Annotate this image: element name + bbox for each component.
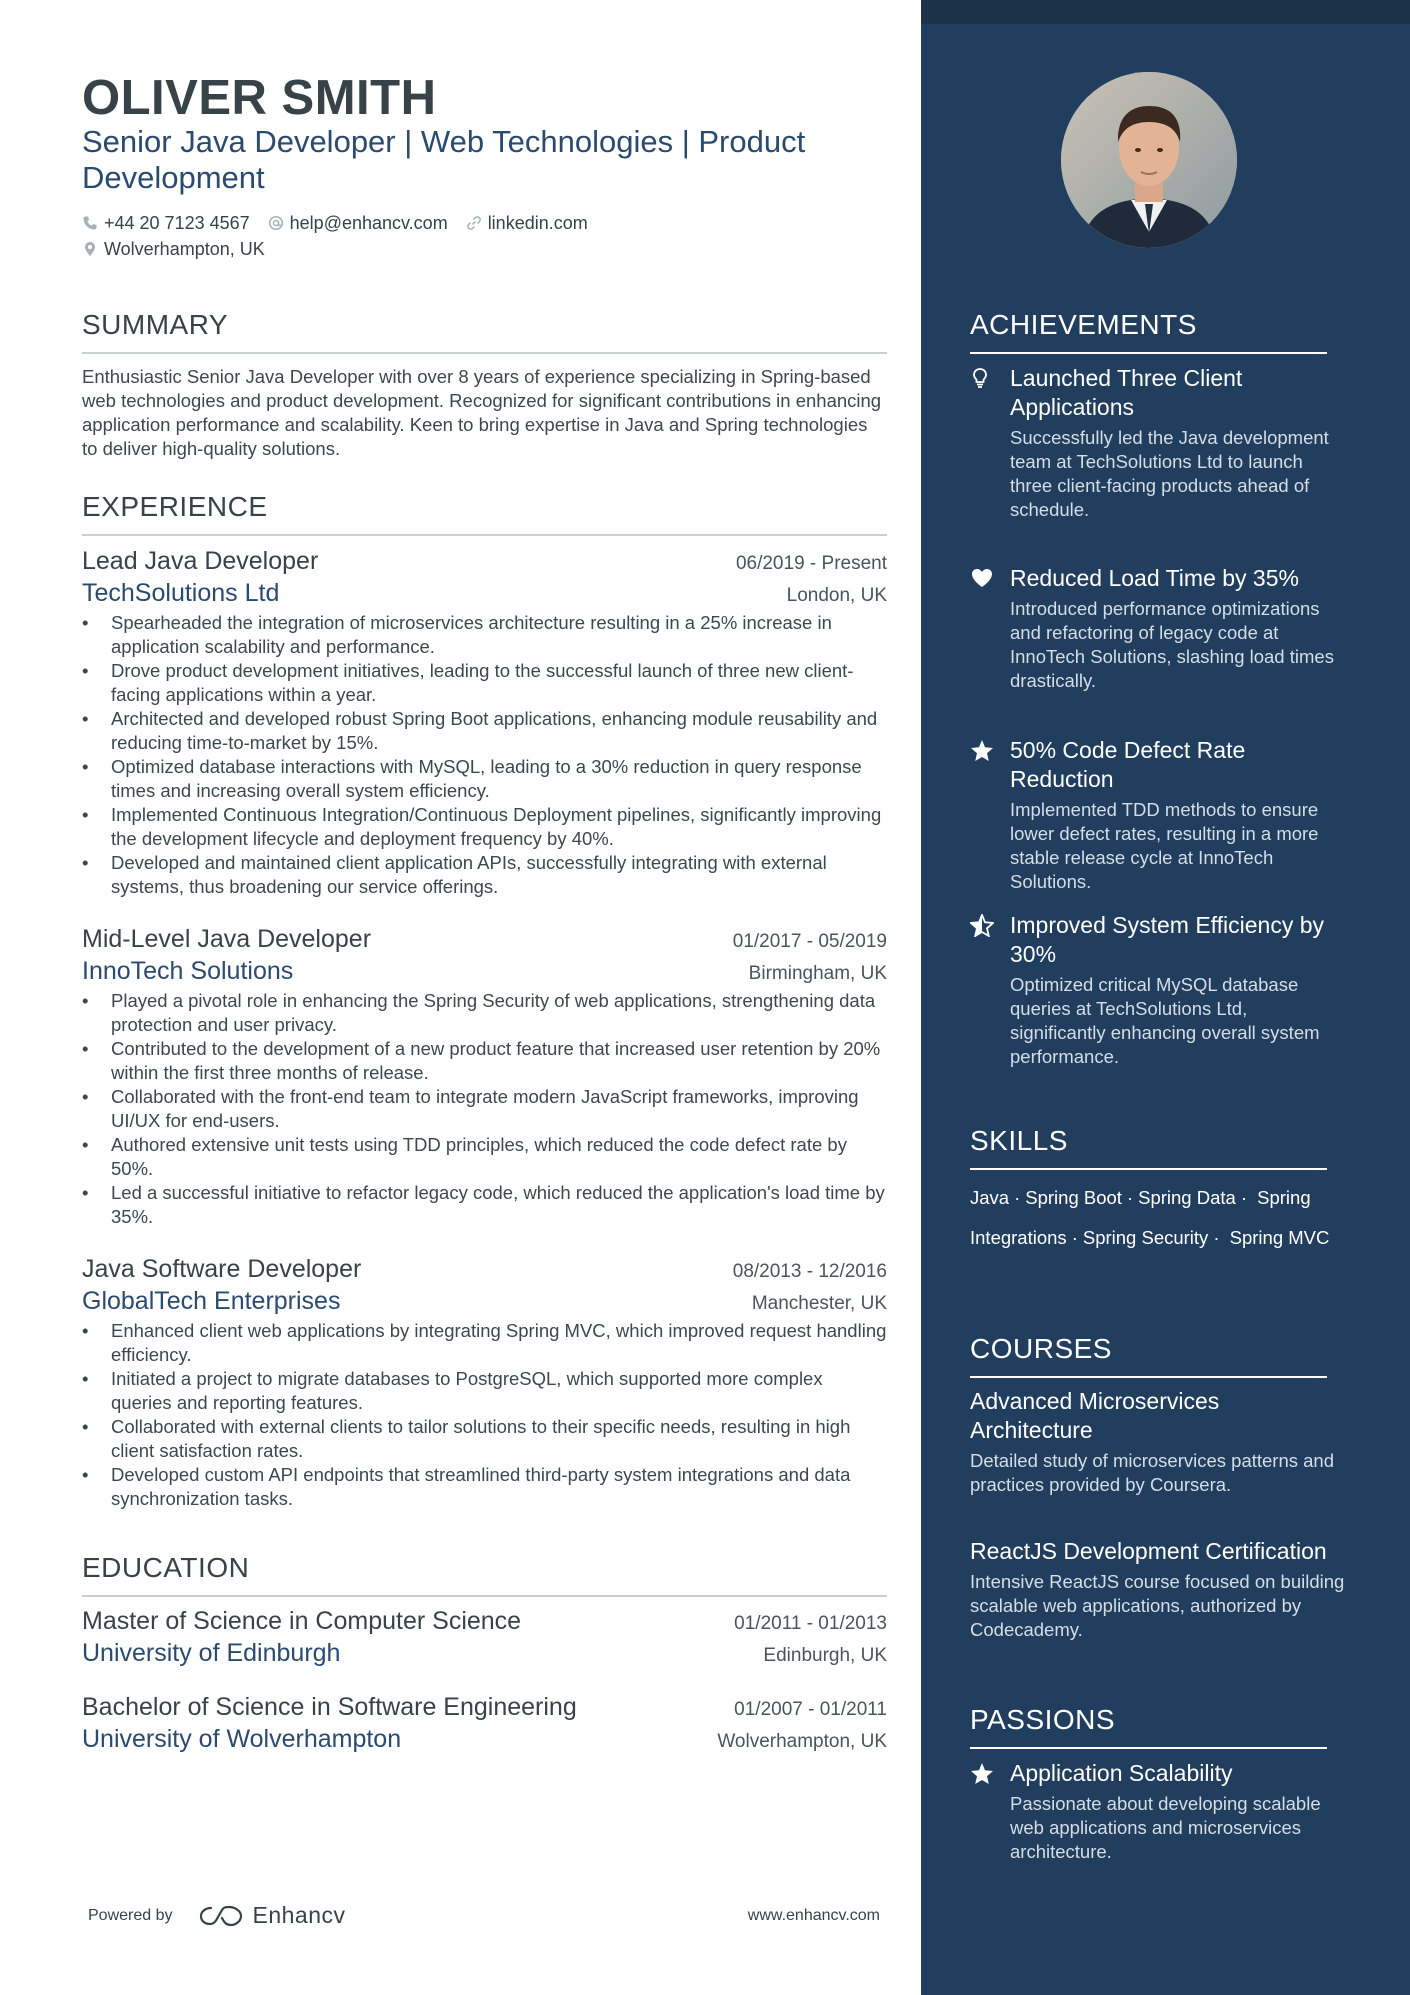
job-entry: [82, 545, 887, 899]
job-company: GlobalTech Enterprises: [82, 1287, 341, 1315]
course-desc: Intensive ReactJS course focused on building scalable web applications, authorized by Codecademy.: [970, 1571, 1345, 1640]
email-text: help@enhancv.com: [289, 213, 448, 233]
achievement-title: 50% Code Defect Rate Reduction: [1010, 737, 1246, 792]
education-entry: [82, 1605, 887, 1669]
sidebar: [921, 0, 1410, 1995]
job-entry: [82, 923, 887, 1229]
job-bullets: [82, 989, 887, 1229]
job-title: Lead Java Developer: [82, 547, 319, 575]
enhancv-logo-icon: [199, 1904, 245, 1928]
brand-name: Enhancv: [252, 1902, 346, 1928]
education-dates: 01/2011 - 01/2013: [734, 1613, 887, 1634]
location-pin-icon: [82, 241, 98, 257]
enhancv-logo[interactable]: [199, 1902, 346, 1929]
achievement-desc: Implemented TDD methods to ensure lower defect rates, resulting in a more stable release cycle at InnoTech Solutions.: [1010, 799, 1319, 892]
achievement-item: [970, 736, 1345, 894]
passions-heading: PASSIONS: [970, 1703, 1327, 1749]
skill-tag: Java: [970, 1187, 1010, 1208]
bullet: • Contributed to the development of a new product feature that increased user retention by 20% within the first three months of release.: [82, 1037, 887, 1085]
achievement-desc: Optimized critical MySQL database queries at TechSolutions Ltd, significantly enhancing overall system performance.: [1010, 974, 1320, 1067]
footer: [88, 1902, 880, 1929]
achievement-desc: Successfully led the Java development team at TechSolutions Ltd to launch three client-facing products ahead of schedule.: [1010, 427, 1329, 520]
bullet: • Enhanced client web applications by integrating Spring MVC, which improved request handling efficiency.: [82, 1319, 887, 1367]
bullet: • Led a successful initiative to refactor legacy code, which reduced the application's load time by 35%.: [82, 1181, 887, 1229]
passion-title: Application Scalability: [1010, 1760, 1233, 1786]
heart-icon: [970, 564, 1010, 589]
achievement-title: Reduced Load Time by 35%: [1010, 565, 1299, 591]
bullet: • Played a pivotal role in enhancing the Spring Security of web applications, strengthening data protection and user privacy.: [82, 989, 887, 1037]
at-icon: [268, 215, 284, 231]
bullet: • Implemented Continuous Integration/Continuous Deployment pipelines, significantly improving the development lifecycle and deployment frequency by 40%.: [82, 803, 887, 851]
bullet: • Developed and maintained client application APIs, successfully integrating with external systems, thus broadening our service offerings.: [82, 851, 887, 899]
star-icon: [970, 1759, 1010, 1785]
passion-desc: Passionate about developing scalable web applications and microservices architecture.: [1010, 1793, 1321, 1862]
bullet: • Authored extensive unit tests using TDD principles, which reduced the code defect rate by 50%.: [82, 1133, 887, 1181]
summary-text: Enthusiastic Senior Java Developer with over 8 years of experience specializing in Spring-based web technologies and product development. Recognized for significant contributions in enhancing application performance and scalability. Keen to bring expertise in Java and Spring technologies to deliver high-quality solutions.: [82, 366, 882, 459]
achievement-title: Launched Three Client Applications: [1010, 365, 1243, 420]
bullet: • Collaborated with the front-end team to integrate modern JavaScript frameworks, improving UI/UX for end-users.: [82, 1085, 887, 1133]
education-heading: EDUCATION: [82, 1551, 887, 1597]
job-dates: 06/2019 - Present: [735, 553, 887, 574]
job-bullets: [82, 611, 887, 899]
job-bullets: [82, 1319, 887, 1511]
skills-heading: SKILLS: [970, 1124, 1327, 1170]
achievement-item: [970, 564, 1345, 693]
achievement-title: Improved System Efficiency by 30%: [1010, 912, 1325, 967]
job-location: Birmingham, UK: [748, 963, 887, 984]
contact-phone[interactable]: [82, 210, 250, 236]
summary-heading: SUMMARY: [82, 308, 887, 354]
link-text: linkedin.com: [487, 213, 588, 233]
sidebar-top-strip: [921, 0, 1410, 24]
job-company: TechSolutions Ltd: [82, 579, 280, 607]
location-text: Wolverhampton, UK: [104, 239, 265, 259]
job-dates: 08/2013 - 12/2016: [732, 1261, 887, 1282]
skill-tag: Spring Data: [1138, 1187, 1236, 1208]
job-location: London, UK: [786, 585, 887, 606]
course-item: [970, 1537, 1345, 1642]
footer-url[interactable]: www.enhancv.com: [747, 1906, 880, 1924]
skill-tag: Spring Boot: [1025, 1187, 1122, 1208]
contact-info: [82, 210, 887, 262]
bullet: • Optimized database interactions with MySQL, leading to a 30% reduction in query response times and increasing overall system efficiency.: [82, 755, 887, 803]
degree: Bachelor of Science in Software Engineering: [82, 1693, 577, 1721]
separator-dot: ·: [1126, 1187, 1134, 1208]
bullet: • Architected and developed robust Spring Boot applications, enhancing module reusability and reducing time-to-market by 15%.: [82, 707, 887, 755]
lightbulb-icon: [970, 364, 1010, 389]
candidate-role: Senior Java Developer | Web Technologies | Product Development: [82, 124, 806, 195]
bullet: • Drove product development initiatives, leading to the successful launch of three new client-facing applications within a year.: [82, 659, 887, 707]
phone-text: +44 20 7123 4567: [104, 213, 250, 233]
education-dates: 01/2007 - 01/2011: [734, 1699, 887, 1720]
course-title: Advanced Microservices Architecture: [970, 1388, 1220, 1443]
powered-by-label: Powered by: [88, 1906, 173, 1924]
avatar: [1061, 72, 1237, 248]
job-location: Manchester, UK: [751, 1293, 887, 1314]
separator-dot: ·: [1240, 1187, 1247, 1208]
candidate-name: OLIVER SMITH: [82, 71, 437, 125]
skills-list: [970, 1178, 1330, 1258]
achievement-desc: Introduced performance optimizations and refactoring of legacy code at InnoTech Solutions, slashing load times drastically.: [1010, 598, 1334, 691]
achievements-heading: ACHIEVEMENTS: [970, 308, 1327, 354]
job-title: Mid-Level Java Developer: [82, 925, 372, 953]
job-dates: 01/2017 - 05/2019: [732, 931, 887, 952]
achievement-item: [970, 911, 1345, 1069]
skill-tag: Spring Integrations: [970, 1187, 1311, 1248]
contact-link[interactable]: [466, 210, 588, 236]
degree: Master of Science in Computer Science: [82, 1607, 522, 1635]
bullet: • Collaborated with external clients to tailor solutions to their specific needs, resulting in high client satisfaction rates.: [82, 1415, 887, 1463]
job-title: Java Software Developer: [82, 1255, 362, 1283]
skill-tag: Spring MVC: [1229, 1227, 1330, 1248]
school: University of Wolverhampton: [82, 1725, 402, 1753]
bullet: • Developed custom API endpoints that streamlined third-party system integrations and data synchronization tasks.: [82, 1463, 887, 1511]
bullet: • Initiated a project to migrate databases to PostgreSQL, which supported more complex queries and reporting features.: [82, 1367, 887, 1415]
course-desc: Detailed study of microservices patterns and practices provided by Coursera.: [970, 1450, 1335, 1495]
course-item: [970, 1387, 1345, 1497]
experience-heading: EXPERIENCE: [82, 490, 887, 536]
education-entry: [82, 1691, 887, 1755]
star-half-icon: [970, 911, 1010, 937]
contact-location: [82, 236, 265, 262]
link-icon: [466, 215, 482, 231]
contact-email[interactable]: [268, 210, 448, 236]
education-location: Edinburgh, UK: [763, 1645, 887, 1666]
course-title: ReactJS Development Certification: [970, 1538, 1327, 1564]
achievement-item: [970, 364, 1345, 522]
phone-icon: [82, 215, 98, 231]
separator-dot: ·: [1213, 1227, 1220, 1248]
passion-item: [970, 1759, 1345, 1864]
star-icon: [970, 736, 1010, 762]
bullet: • Spearheaded the integration of microservices architecture resulting in a 25% increase in application scalability and performance.: [82, 611, 887, 659]
job-company: InnoTech Solutions: [82, 957, 294, 985]
skill-tag: Spring Security: [1082, 1227, 1209, 1248]
school: University of Edinburgh: [82, 1639, 341, 1667]
separator-dot: ·: [1014, 1187, 1021, 1208]
education-location: Wolverhampton, UK: [717, 1731, 887, 1752]
separator-dot: ·: [1071, 1227, 1078, 1248]
job-entry: [82, 1253, 887, 1511]
courses-heading: COURSES: [970, 1332, 1327, 1378]
